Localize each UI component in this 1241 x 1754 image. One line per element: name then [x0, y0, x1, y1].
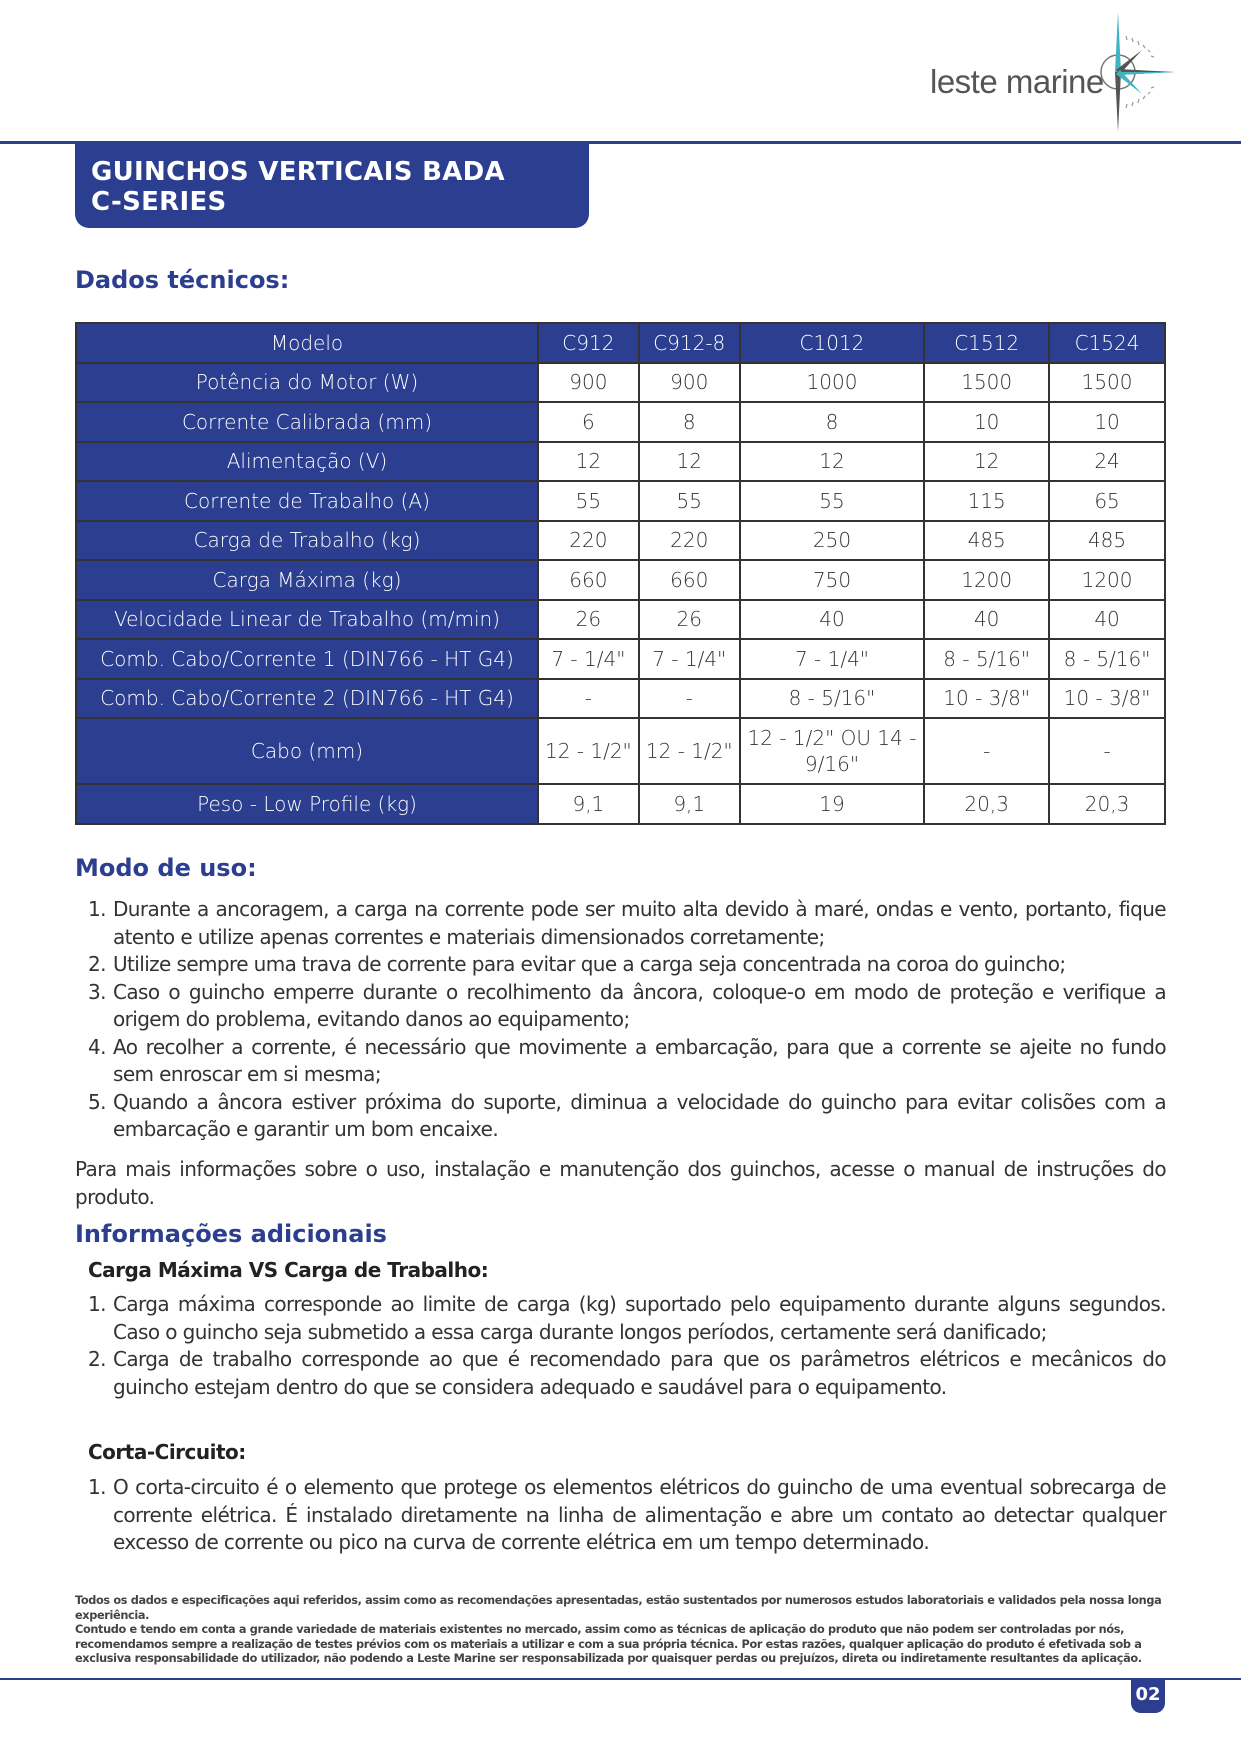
table-cell: -	[639, 679, 740, 719]
table-cell: 40	[924, 600, 1049, 640]
table-cell: 7 - 1/4"	[538, 639, 639, 679]
row-label: Peso - Low Profile (kg)	[76, 784, 538, 824]
section-heading-usage: Modo de uso:	[75, 854, 257, 882]
table-cell: 8 - 5/16"	[924, 639, 1049, 679]
footer-divider	[0, 1678, 1241, 1680]
compass-rose-icon	[1080, 10, 1180, 135]
table-cell: 12 - 1/2"	[639, 718, 740, 784]
table-row	[76, 718, 1165, 784]
subheading-breaker: Corta-Circuito:	[88, 1440, 246, 1464]
table-cell: 26	[538, 600, 639, 640]
table-row	[76, 679, 1165, 719]
row-label: Corrente de Trabalho (A)	[76, 481, 538, 521]
table-cell: 55	[740, 481, 925, 521]
row-label: Cabo (mm)	[76, 718, 538, 784]
list-item: 1. Durante a ancoragem, a carga na corrente pode ser muito alta devido à maré, ondas e vento, portanto, fique atento e utilize apenas correntes e materiais dimensionados corretamente;	[88, 897, 1166, 949]
header-cell: C1012	[740, 323, 925, 363]
table-cell: 10	[1049, 402, 1165, 442]
table-cell: 12 - 1/2"	[538, 718, 639, 784]
subheading-load: Carga Máxima VS Carga de Trabalho:	[88, 1258, 489, 1282]
row-label: Alimentação (V)	[76, 442, 538, 482]
table-cell: 12 - 1/2" OU 14 - 9/16"	[740, 718, 925, 784]
breaker-list	[88, 1474, 1166, 1557]
table-cell: 8 - 5/16"	[740, 679, 925, 719]
brand-logo	[930, 10, 1180, 135]
table-cell: 40	[1049, 600, 1165, 640]
row-label: Carga Máxima (kg)	[76, 560, 538, 600]
table-row	[76, 363, 1165, 403]
table-cell: 12	[639, 442, 740, 482]
header-cell: C1512	[924, 323, 1049, 363]
load-list	[88, 1291, 1166, 1401]
row-label: Velocidade Linear de Trabalho (m/min)	[76, 600, 538, 640]
table-cell: 55	[639, 481, 740, 521]
table-cell: -	[924, 718, 1049, 784]
row-label: Carga de Trabalho (kg)	[76, 521, 538, 561]
row-label: Comb. Cabo/Corrente 2 (DIN766 - HT G4)	[76, 679, 538, 719]
section-heading-tech: Dados técnicos:	[75, 266, 290, 294]
table-cell: 900	[639, 363, 740, 403]
page-number-badge: 02	[1131, 1680, 1165, 1713]
table-row	[76, 521, 1165, 561]
table-cell: 485	[1049, 521, 1165, 561]
page-title-line2: C-SERIES	[91, 187, 227, 217]
page-title-line1: GUINCHOS VERTICAIS BADA	[91, 157, 505, 187]
table-cell: 12	[924, 442, 1049, 482]
row-label: Corrente Calibrada (mm)	[76, 402, 538, 442]
table-cell: 12	[740, 442, 925, 482]
table-cell: 750	[740, 560, 925, 600]
table-row	[76, 784, 1165, 824]
spec-table	[75, 322, 1166, 825]
table-cell: 1200	[1049, 560, 1165, 600]
table-cell: 8 - 5/16"	[1049, 639, 1165, 679]
table-row	[76, 639, 1165, 679]
table-cell: 65	[1049, 481, 1165, 521]
header-cell: C912	[538, 323, 639, 363]
page-title-banner	[75, 143, 589, 228]
table-cell: 250	[740, 521, 925, 561]
table-cell: 1000	[740, 363, 925, 403]
table-cell: 8	[639, 402, 740, 442]
list-item: 2. Utilize sempre uma trava de corrente para evitar que a carga seja concentrada na coroa do guincho;	[88, 952, 1066, 976]
legal-disclaimer	[75, 1594, 1166, 1667]
table-cell: 1500	[924, 363, 1049, 403]
table-cell: 26	[639, 600, 740, 640]
list-item: 2. Carga de trabalho corresponde ao que é recomendado para que os parâmetros elétricos e mecânicos do guincho estejam dentro do que se considera adequado e saudável para o equipamento.	[88, 1347, 1166, 1399]
table-cell: 1200	[924, 560, 1049, 600]
table-cell: 12	[538, 442, 639, 482]
table-cell: -	[538, 679, 639, 719]
list-item: 1. Carga máxima corresponde ao limite de carga (kg) suportado pelo equipamento durante alguns segundos. Caso o guincho seja submetido a essa carga durante longos períodos, certamente será danificado;	[88, 1292, 1166, 1344]
usage-note: Para mais informações sobre o uso, instalação e manutenção dos guinchos, acesse o manual de instruções do produto.	[75, 1157, 1166, 1209]
table-cell: 10	[924, 402, 1049, 442]
table-cell: 55	[538, 481, 639, 521]
list-item: 4. Ao recolher a corrente, é necessário que movimente a embarcação, para que a corrente se ajeite no fundo sem enroscar em si mesma;	[88, 1034, 1166, 1086]
list-item: 5. Quando a âncora estiver próxima do suporte, diminua a velocidade do guincho para evitar colisões com a embarcação e garantir um bom encaixe.	[88, 1089, 1166, 1141]
table-cell: 40	[740, 600, 925, 640]
header-cell: C912-8	[639, 323, 740, 363]
table-row	[76, 442, 1165, 482]
table-row	[76, 600, 1165, 640]
table-cell: 220	[639, 521, 740, 561]
header-cell: C1524	[1049, 323, 1165, 363]
list-item: 3. Caso o guincho emperre durante o recolhimento da âncora, coloque-o em modo de proteção e verifique a origem do problema, evitando danos ao equipamento;	[88, 979, 1166, 1031]
row-label: Potência do Motor (W)	[76, 363, 538, 403]
list-item: 1. O corta-circuito é o elemento que protege os elementos elétricos do guincho de uma eventual sobrecarga de corrente elétrica. É instalado diretamente na linha de alimentação e abre um contato ao detectar qualquer excesso de corrente ou pico na curva de corrente elétrica em um tempo determinado.	[88, 1475, 1166, 1554]
table-row	[76, 481, 1165, 521]
table-cell: 9,1	[538, 784, 639, 824]
table-cell: 485	[924, 521, 1049, 561]
table-cell: 24	[1049, 442, 1165, 482]
table-cell: 660	[639, 560, 740, 600]
table-row	[76, 560, 1165, 600]
table-header-row	[76, 323, 1165, 363]
table-cell: 9,1	[639, 784, 740, 824]
table-cell: 19	[740, 784, 925, 824]
table-cell: 660	[538, 560, 639, 600]
table-cell: 1500	[1049, 363, 1165, 403]
table-cell: 6	[538, 402, 639, 442]
table-cell: 220	[538, 521, 639, 561]
table-cell: 115	[924, 481, 1049, 521]
table-cell: 10 - 3/8"	[924, 679, 1049, 719]
row-label: Comb. Cabo/Corrente 1 (DIN766 - HT G4)	[76, 639, 538, 679]
table-cell: 8	[740, 402, 925, 442]
table-cell: 10 - 3/8"	[1049, 679, 1165, 719]
table-row	[76, 402, 1165, 442]
table-cell: 7 - 1/4"	[639, 639, 740, 679]
table-cell: 20,3	[924, 784, 1049, 824]
section-heading-additional: Informações adicionais	[75, 1220, 387, 1248]
header-cell: Modelo	[76, 323, 538, 363]
table-cell: 7 - 1/4"	[740, 639, 925, 679]
table-cell: 20,3	[1049, 784, 1165, 824]
usage-list	[88, 896, 1166, 1144]
brand-name: leste marine	[930, 63, 1104, 100]
disclaimer-paragraph: Contudo e tendo em conta a grande variedade de materiais existentes no mercado, assim como as técnicas de aplicação do produto que não podem ser controladas por nós, recomendamos sempre a realização de testes prévios com os materiais a utilizar e com a sua própria técnica. Por estas razões, qualquer aplicação do produto é efetivada sob a exclusiva responsabilidade do utilizador, não podendo a Leste Marine ser responsabilizada por quaisquer perdas ou prejuízos, direta ou indiretamente resultantes da aplicação.	[75, 1623, 1142, 1665]
table-cell: -	[1049, 718, 1165, 784]
table-cell: 900	[538, 363, 639, 403]
disclaimer-paragraph: Todos os dados e especificações aqui referidos, assim como as recomendações apresentadas, estão sustentados por numerosos estudos laboratoriais e validados pela nossa longa experiência.	[75, 1594, 1162, 1622]
